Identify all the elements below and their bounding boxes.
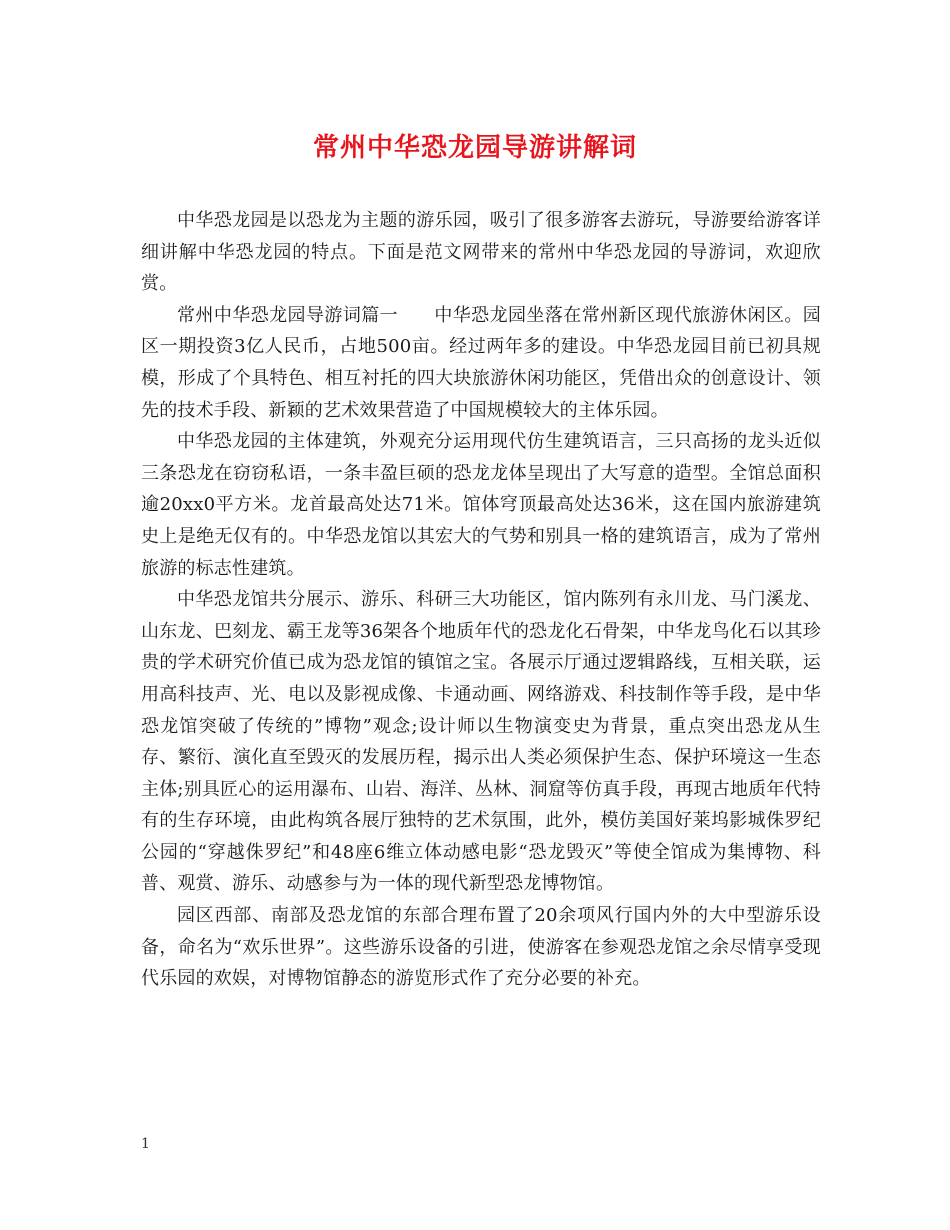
paragraph-rides: 园区西部、南部及恐龙馆的东部合理布置了20余项风行国内外的大中型游乐设备，命名为“欢乐世界”。这些游乐设备的引进，使游客在参观恐龙馆之余尽情享受现代乐园的欢娱，对博物馆静态的游览形式作了充分必要的补充。 [141,905,821,990]
paragraph-section-one [141,300,821,426]
document-title: 常州中华恐龙园导游讲解词 [312,133,637,163]
paragraph-intro: 中华恐龙园是以恐龙为主题的游乐园，吸引了很多游客去游玩，导游要给游客详细讲解中华恐龙园的特点。下面是范文网带来的常州中华恐龙园的导游词，欢迎欣赏。 [141,210,821,295]
section-first-sentence: 中华恐龙园坐落在常州新区现代旅游休闲区。 [434,304,803,326]
section-heading: 常州中华恐龙园导游词篇一 [177,304,399,326]
section-one-continuation: 园区一期投资3亿人民币，占地500亩。经过两年多的建设。中华恐龙园目前已初具规模，形成了个具特色、相互衬托的四大块旅游休闲功能区，凭借出众的创意设计、领先的技术手段、新颖的艺术效果营造了中国规模较大的主体乐园。 [141,304,821,421]
document-body [141,205,821,995]
page-number: 1 [141,1136,150,1152]
paragraph-architecture: 中华恐龙园的主体建筑，外观充分运用现代仿生建筑语言，三只高扬的龙头近似三条恐龙在窃窃私语，一条丰盈巨硕的恐龙龙体呈现出了大写意的造型。全馆总面积逾20xx0平方米。龙首最高处达71米。馆体穹顶最高处达36米，这在国内旅游建筑史上是绝无仅有的。中华恐龙馆以其宏大的气势和别具一格的建筑语言，成为了常州旅游的标志性建筑。 [141,431,821,579]
paragraph-museum: 中华恐龙馆共分展示、游乐、科研三大功能区，馆内陈列有永川龙、马门溪龙、山东龙、巴刻龙、霸王龙等36架各个地质年代的恐龙化石骨架，中华龙鸟化石以其珍贵的学术研究价值已成为恐龙馆的镇馆之宝。各展示厅通过逻辑路线，互相关联，运用高科技声、光、电以及影视成像、卡通动画、网络游戏、科技制作等手段，是中华恐龙馆突破了传统的”博物”观念;设计师以生物演变史为背景，重点突出恐龙从生存、繁衍、演化直至毁灭的发展历程，揭示出人类必须保护生态、保护环境这一生态主体;别具匠心的运用瀑布、山岩、海洋、丛林、洞窟等仿真手段，再现古地质年代特有的生存环境，由此构筑各展厅独特的艺术氛围，此外，模仿美国好莱坞影城侏罗纪公园的“穿越侏罗纪”和48座6维立体动感电影“恐龙毁灭”等使全馆成为集博物、科普、观赏、游乐、动感参与为一体的现代新型恐龙博物馆。 [141,589,821,895]
